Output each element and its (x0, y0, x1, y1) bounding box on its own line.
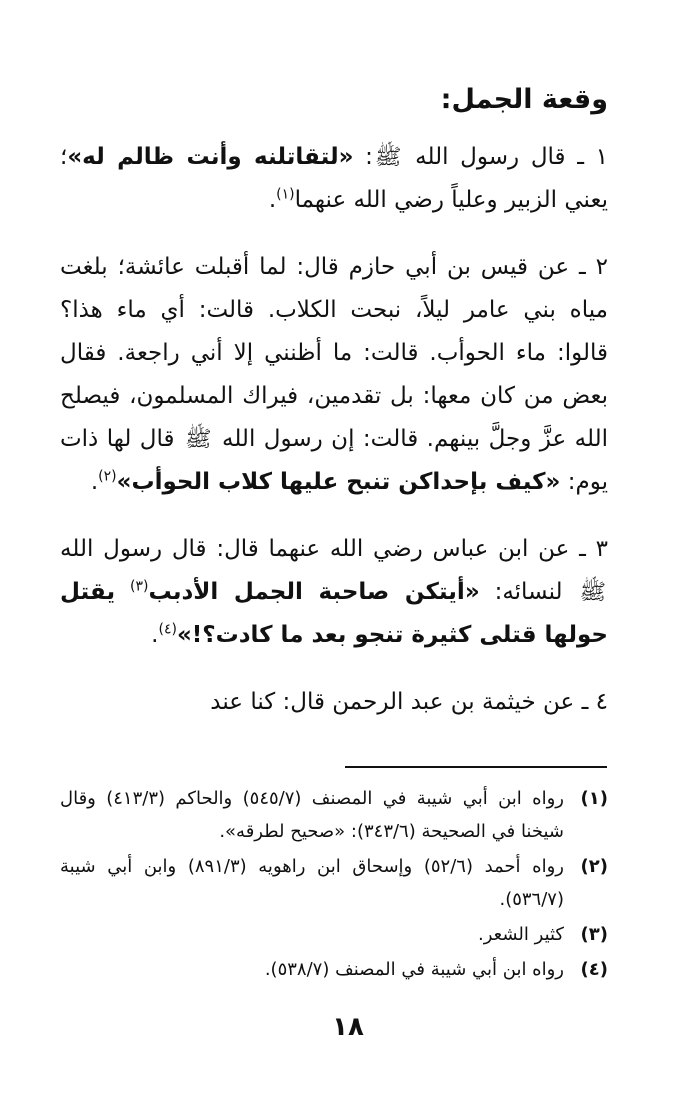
paragraph-number: ٣ ـ (579, 536, 608, 562)
paragraph-text: قال رسول الله (415, 144, 566, 170)
footnote-reference[interactable]: (٢) (98, 468, 117, 485)
paragraph-end: . (268, 187, 277, 213)
footnote-divider (345, 766, 607, 768)
hadith-quote: «أيتكن صاحبة الجمل الأدبب (148, 579, 480, 605)
paragraph-end: . (151, 622, 159, 648)
paragraph-text: عن قيس بن أبي حازم قال: لما أقبلت عائشة؛ بلغت مياه بني عامر ليلاً، نبحت الكلاب. قالت: أي ماء هذا؟ قالوا: ماء الحوأب. قالت: ما أظنني إلا أني راجعة. فقال بعض من كان معها: بل تقدمين، فيراك المسلمون، فيصلح الله عزَّ وجلَّ بينهم. قالت: إن رسول الله (60, 254, 609, 452)
section-heading: وقعة الجمل: (440, 84, 608, 115)
paragraph-1 (60, 136, 608, 222)
page-number: ١٨ (332, 1012, 364, 1042)
paragraph-3 (60, 528, 608, 657)
footnote-text: رواه ابن أبي شيبة في المصنف (٥٤٥/٧) والحاكم (٤١٣/٣) وقال شيخنا في الصحيحة (٣٤٣/٦): «صحيح لطرقه». (60, 788, 564, 842)
hadith-quote: «لتقاتلنه وأنت ظالم له» (67, 144, 354, 170)
footnote-reference[interactable]: (٤) (158, 621, 177, 638)
paragraph-text: ؛ يعني الزبير وعلياً رضي الله عنهما (60, 144, 608, 213)
hadith-quote: «كيف بإحداكن تنبح عليها كلاب الحوأب» (116, 469, 561, 495)
footnote-reference[interactable]: (٣) (130, 578, 149, 595)
salutation-glyph: ﷺ (184, 427, 212, 452)
footnote-item (60, 850, 608, 916)
paragraph-text: عن ابن عباس رضي الله عنهما قال: قال رسول الله (60, 536, 570, 562)
paragraph-text: لنسائه: (494, 579, 563, 605)
colon: : (365, 144, 373, 170)
footnote-number: (٢) (580, 856, 608, 877)
footnote-text: رواه ابن أبي شيبة في المصنف (٥٣٨/٧). (264, 959, 564, 980)
paragraph-4 (60, 681, 608, 724)
paragraph-2 (60, 246, 608, 504)
hadith-quote: يقتل حولها قتلى كثيرة تنجو بعد ما كادت؟!» (60, 579, 608, 648)
footnote-text: كثير الشعر. (478, 924, 564, 945)
footnote-item (60, 918, 608, 951)
paragraph-number: ٢ ـ (579, 254, 608, 280)
main-text (60, 78, 608, 748)
footnote-text: رواه أحمد (٥٢/٦) وإسحاق ابن راهويه (٨٩١/٣) وابن أبي شيبة (٥٣٦/٧). (60, 856, 564, 910)
footnote-reference[interactable]: (١) (276, 186, 295, 203)
footnote-number: (٤) (580, 959, 608, 980)
footnote-item (60, 953, 608, 986)
paragraph-number: ١ ـ (577, 144, 609, 170)
salutation-glyph: ﷺ (374, 145, 402, 170)
paragraph-number: ٤ ـ (581, 689, 608, 715)
salutation-glyph: ﷺ (579, 580, 607, 605)
footnote-number: (٣) (580, 924, 608, 945)
footnote-number: (١) (580, 788, 608, 809)
paragraph-end: . (90, 469, 99, 495)
footnote-item (60, 782, 608, 848)
footnotes (60, 782, 608, 988)
paragraph-text: قال لها ذات يوم: (60, 426, 608, 495)
paragraph-text: عن خيثمة بن عبد الرحمن قال: كنا عند (210, 689, 575, 715)
